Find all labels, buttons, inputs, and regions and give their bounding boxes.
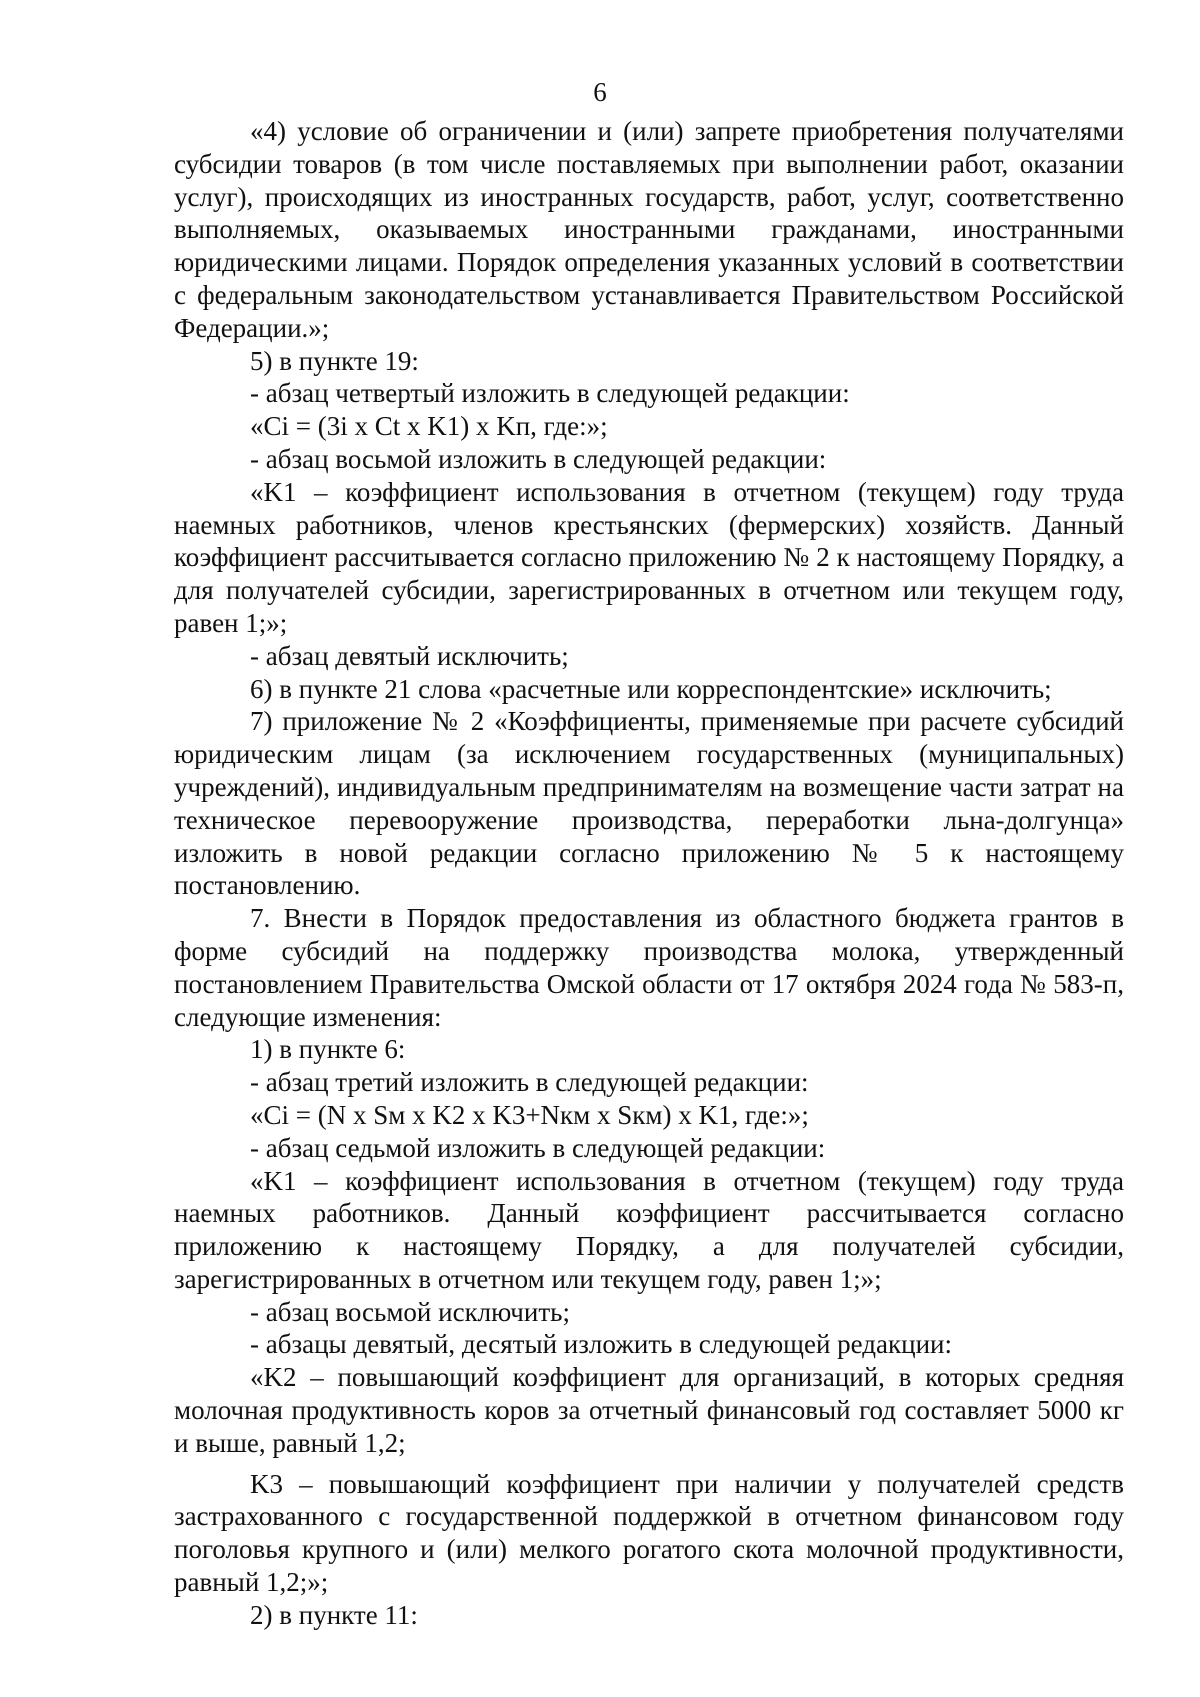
paragraph-item-2: 2) в пункте 11: [250, 1599, 418, 1630]
document-body [174, 115, 1124, 1632]
paragraph-instruction: - абзац третий изложить в следующей редакции: [250, 1067, 809, 1098]
paragraph-section-7: 7. Внести в Порядок предоставления из областного бюджета грантов в форме субсидий на поддержку производства молока, утвержденный постановлением Правительства Омской области от 17 октября 2024 года № 583-п, следующие изменения: [174, 903, 1124, 1032]
paragraph-item-6: 6) в пункте 21 слова «расчетные или корреспондентские» исключить; [250, 673, 1052, 704]
formula-ci: «Ci = (N x Sм x K2 x K3+Nкм x Sкм) x K1, где:»; [250, 1099, 809, 1130]
paragraph-instruction: - абзацы девятый, десятый изложить в следующей редакции: [250, 1329, 952, 1360]
paragraph-instruction: - абзац девятый исключить; [250, 640, 569, 671]
paragraph-k1-definition: «K1 – коэффициент использования в отчетном (текущем) году труда наемных работников. Данный коэффициент рассчитывается согласно приложению к настоящему Порядку, а для получателей субсидии, зарегистрированных в отчетном или текущем году, равен 1;»; [174, 1165, 1124, 1294]
paragraph-k2-definition: «K2 – повышающий коэффициент для организаций, в которых средняя молочная продуктивность коров за отчетный финансовый год составляет 5000 кг и выше, равный 1,2; [174, 1362, 1124, 1458]
paragraph-condition-4: «4) условие об ограничении и (или) запрете приобретения получателями субсидии товаров (в том числе поставляемых при выполнении работ, оказании услуг), происходящих из иностранных государств, работ, услуг, соответственно выполняемых, оказываемых иностранными гражданами, иностранными юридическими лицами. Порядок определения указанных условий в соответствии с федеральным законодательством устанавливается Правительством Российской Федерации.»; [174, 116, 1124, 343]
formula-ci: «Ci = (3i x Ct x K1) x Kп, где:»; [250, 411, 608, 442]
paragraph-item-1: 1) в пункте 6: [250, 1034, 406, 1065]
paragraph-k3-definition: K3 – повышающий коэффициент при наличии у получателей средств застрахованного с государственной поддержкой в отчетном финансовом году поголовья крупного и (или) мелкого рогатого скота молочной продуктивности, равный 1,2;»; [174, 1468, 1124, 1598]
paragraph-k1-definition: «K1 – коэффициент использования в отчетном (текущем) году труда наемных работников, членов крестьянских (фермерских) хозяйств. Данный коэффициент рассчитывается согласно приложению № 2 к настоящему Порядку, а для получателей субсидии, зарегистрированных в отчетном или текущем году, равен 1;»; [174, 476, 1124, 638]
paragraph-item-5: 5) в пункте 19: [250, 345, 419, 376]
page-number: 6 [593, 77, 607, 107]
paragraph-item-7: 7) приложение № 2 «Коэффициенты, применяемые при расчете субсидий юридическим лицам (за исключением государственных (муниципальных) учреждений), индивидуальным предпринимателям на возмещение части затрат на техническое перевооружение производства, переработки льна-долгунца» изложить в новой редакции согласно приложению № 5 к настоящему постановлению. [174, 706, 1124, 901]
paragraph-instruction: - абзац восьмой исключить; [250, 1296, 570, 1327]
paragraph-instruction: - абзац четвертый изложить в следующей редакции: [250, 378, 850, 409]
paragraph-instruction: - абзац седьмой изложить в следующей редакции: [250, 1132, 826, 1163]
paragraph-instruction: - абзац восьмой изложить в следующей редакции: [250, 443, 827, 474]
